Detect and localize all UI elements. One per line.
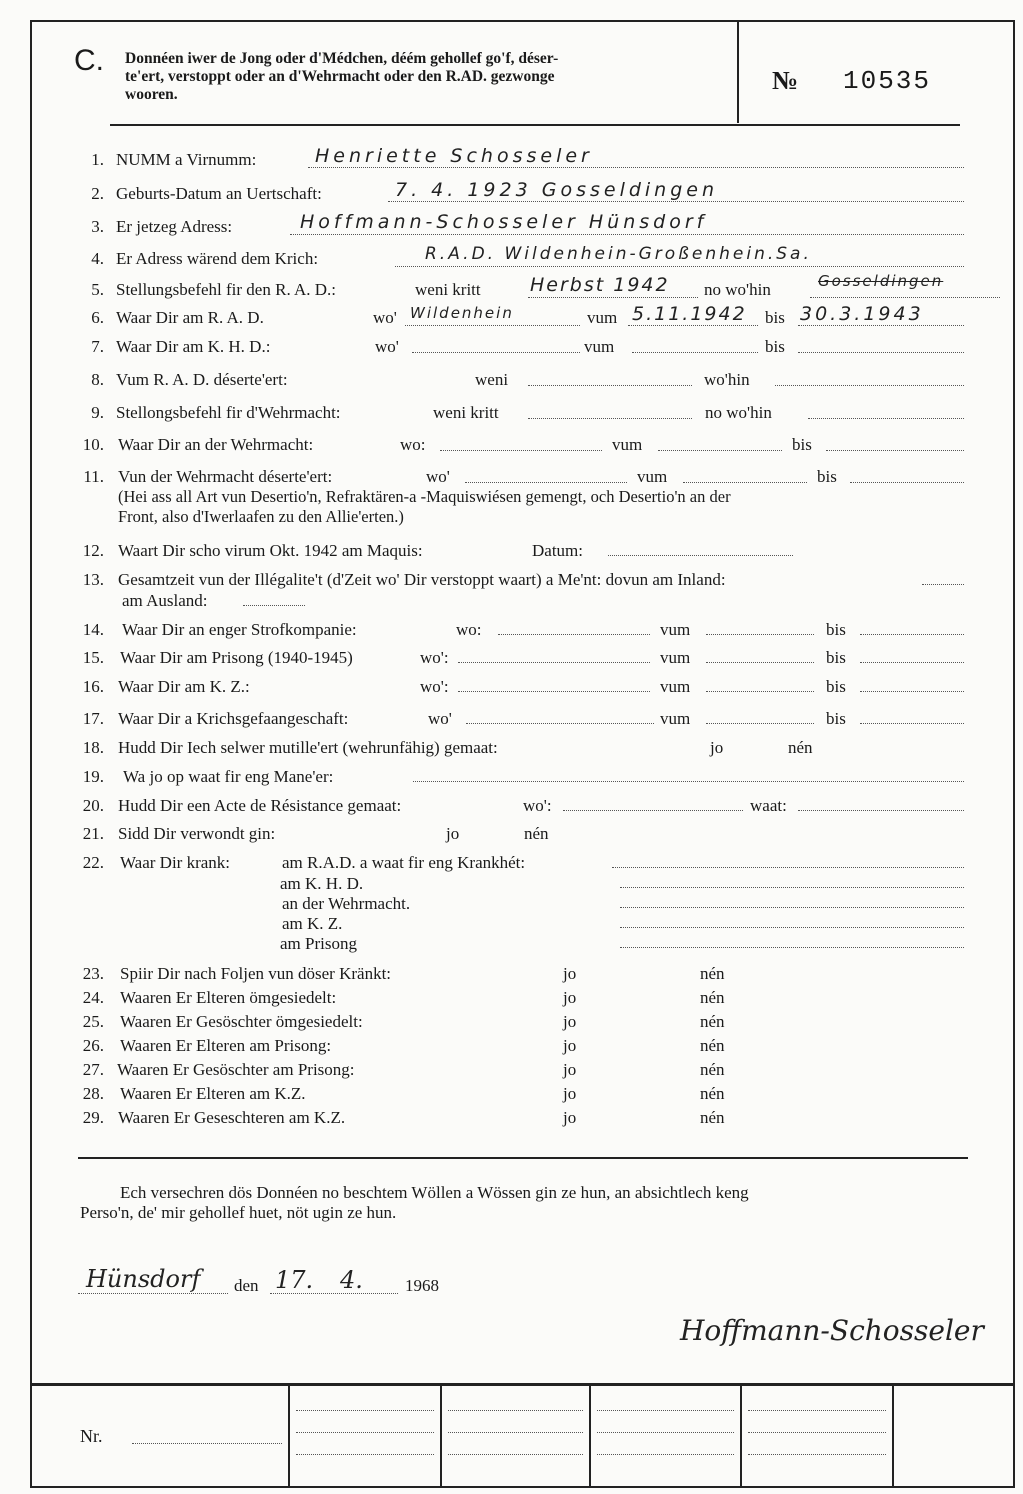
answer-birth: 7. 4. 1923 Gosseldingen	[395, 179, 719, 201]
label-datum: Datum:	[532, 541, 583, 560]
label-vum: vum	[587, 308, 618, 327]
footer-divider	[288, 1385, 290, 1486]
frame-top	[30, 20, 1015, 22]
item-number: 3.	[91, 217, 104, 236]
option-jo: jo	[563, 964, 577, 983]
option-nen: nén	[700, 1012, 725, 1031]
question-maquis: Waart Dir scho virum Okt. 1942 am Maquis:	[118, 541, 423, 560]
answer-line	[458, 691, 650, 692]
frame-left	[30, 20, 32, 1488]
answer-line	[465, 482, 627, 483]
item-number: 25.	[82, 1012, 104, 1031]
question-name: NUMM a Virnumm:	[116, 150, 257, 169]
question-wounded: Sidd Dir verwondt gin:	[118, 824, 276, 843]
answer-name: Henriette Schosseler	[315, 145, 593, 167]
label-weni-kritt: weni kritt	[433, 403, 499, 422]
question-war-address: Er Adress wärend dem Krich:	[116, 249, 319, 268]
option-nen: nén	[788, 738, 813, 757]
ill-wehrmacht: an der Wehrmacht.	[282, 894, 411, 913]
answer-rad-when: Herbst 1942	[530, 274, 670, 296]
question-parents-resettled: Waaren Er Elteren ömgesiedelt:	[120, 988, 337, 1007]
question-note-line2: Front, also d'Iwerlaafen zu den Allie'erten.)	[118, 507, 404, 526]
label-vum: vum	[660, 648, 691, 667]
answer-line	[798, 810, 964, 811]
footer-divider	[589, 1385, 591, 1486]
question-rad: Waar Dir am R. A. D.	[116, 308, 264, 327]
question-wehrmacht: Waar Dir an der Wehrmacht:	[118, 435, 314, 454]
answer-line	[440, 450, 602, 451]
header-rule	[110, 124, 960, 126]
label-bis: bis	[817, 467, 837, 486]
footer-nr-label: Nr.	[80, 1426, 103, 1446]
question-note-line1: (Hei ass all Art vun Desertio'n, Refraktären-a -Maquiswiésen gemengt, och Desertio'n an der	[118, 487, 731, 506]
footer-divider	[892, 1385, 894, 1486]
question-khd: Waar Dir am K. H. D.:	[116, 337, 271, 356]
label-wohin: wo'hin	[704, 370, 750, 389]
answer-line	[466, 723, 654, 724]
option-jo: jo	[563, 1036, 577, 1055]
footer-divider	[440, 1385, 442, 1486]
question-siblings-resettled: Waaren Er Gesöschter ömgesiedelt:	[120, 1012, 363, 1031]
footer-line	[748, 1432, 886, 1433]
question-siblings-prison: Waaren Er Gesöschter am Prisong:	[117, 1060, 355, 1079]
question-parents-prison: Waaren Er Elteren am Prisong:	[120, 1036, 332, 1055]
item-number: 7.	[91, 337, 104, 356]
answer-line	[860, 723, 964, 724]
answer-line	[706, 723, 814, 724]
form-number: 10535	[843, 66, 932, 96]
answer-line	[395, 266, 964, 267]
option-nen: nén	[700, 964, 725, 983]
answer-address: Hoffmann-Schosseler Hünsdorf	[300, 211, 708, 233]
question-resistance: Hudd Dir een Acte de Résistance gemaat:	[118, 796, 402, 815]
answer-line	[620, 887, 964, 888]
question-birth: Geburts-Datum an Uertschaft:	[116, 184, 322, 203]
answer-line	[608, 555, 793, 556]
signature-month: 4.	[340, 1266, 363, 1294]
option-jo: jo	[563, 1060, 577, 1079]
answer-rad-place: Wildenhein	[410, 304, 514, 322]
answer-line	[458, 662, 650, 663]
answer-rad-to: 30.3.1943	[800, 303, 924, 325]
question-address: Er jetzeg Adress:	[116, 217, 233, 236]
answer-line	[290, 234, 964, 235]
question-rad-order: Stellungsbefehl fir den R. A. D.:	[116, 280, 337, 299]
footer-line	[748, 1454, 886, 1455]
footer-line	[448, 1432, 583, 1433]
answer-line	[528, 297, 698, 298]
question-kz: Waar Dir am K. Z.:	[118, 677, 250, 696]
question-penal-company: Waar Dir an enger Strofkompanie:	[122, 620, 357, 639]
answer-line	[860, 691, 964, 692]
question-illegality: Gesamtzeit vun der Illégalite't (d'Zeit wo' Dir verstoppt waart) a Me'nt: dovun am Inland:	[118, 570, 726, 589]
question-wehrmacht-order: Stellongsbefehl fir d'Wehrmacht:	[116, 403, 341, 422]
answer-line	[810, 297, 1000, 298]
footer-line	[448, 1410, 583, 1411]
footer-line	[448, 1454, 583, 1455]
option-nen: nén	[700, 988, 725, 1007]
answer-line	[528, 385, 692, 386]
label-vum: vum	[637, 467, 668, 486]
option-nen: nén	[524, 824, 549, 843]
answer-line	[798, 325, 964, 326]
footer-line	[296, 1432, 434, 1433]
signature-place: Hünsdorf	[86, 1265, 201, 1293]
answer-line	[528, 418, 692, 419]
answer-line	[706, 662, 814, 663]
footer-line	[296, 1454, 434, 1455]
answer-line	[628, 325, 758, 326]
item-number: 8.	[91, 370, 104, 389]
question-wehrmacht-desert: Vun der Wehrmacht déserte'ert:	[118, 467, 333, 486]
declaration-line1: Ech versechren dös Donnéen no beschtem Wöllen a Wössen gin ze hun, an absichtlech keng	[120, 1183, 749, 1202]
option-jo: jo	[563, 1012, 577, 1031]
label-wo: wo:	[456, 620, 482, 639]
section-rule	[78, 1157, 968, 1159]
item-number: 18.	[82, 738, 104, 757]
item-number: 19.	[82, 767, 104, 786]
answer-line	[388, 201, 964, 202]
footer-line	[597, 1454, 734, 1455]
question-consequences: Spiir Dir nach Foljen vun döser Kränkt:	[120, 964, 392, 983]
item-number: 4.	[91, 249, 104, 268]
option-jo: jo	[710, 738, 724, 757]
answer-line	[498, 634, 650, 635]
question-parents-kz: Waaren Er Elteren am K.Z.	[120, 1084, 306, 1103]
ill-prison: am Prisong	[280, 934, 357, 953]
label-weni-kritt: weni kritt	[415, 280, 481, 299]
signature-year: 1968	[405, 1276, 439, 1295]
label-vum: vum	[660, 677, 691, 696]
ill-kz: am K. Z.	[282, 914, 343, 933]
option-jo: jo	[563, 988, 577, 1007]
item-number: 15.	[82, 648, 104, 667]
signature-name: Hoffmann-Schosseler	[680, 1314, 984, 1347]
question-pow: Waar Dir a Krichsgefaangeschaft:	[118, 709, 349, 728]
answer-line	[860, 634, 964, 635]
label-wo: wo'	[426, 467, 450, 486]
answer-line	[775, 385, 964, 386]
option-nen: nén	[700, 1036, 725, 1055]
header-title-line2: te'ert, verstoppt oder an d'Wehrmacht oder den R.AD. gezwonge	[125, 68, 555, 85]
item-number: 23.	[82, 964, 104, 983]
option-jo: jo	[446, 824, 460, 843]
footer-divider	[740, 1385, 742, 1486]
label-wo: wo'	[375, 337, 399, 356]
question-abroad: am Ausland:	[122, 591, 208, 610]
answer-line	[658, 450, 782, 451]
label-wo: wo:	[400, 435, 426, 454]
question-siblings-kz: Waaren Er Geseschteren am K.Z.	[118, 1108, 346, 1127]
label-wo: wo':	[523, 796, 552, 815]
answer-line	[620, 947, 964, 948]
answer-line	[405, 325, 580, 326]
item-number: 5.	[91, 280, 104, 299]
label-bis: bis	[826, 677, 846, 696]
item-number: 10.	[82, 435, 104, 454]
label-no-wohin: no wo'hin	[705, 403, 772, 422]
item-number: 29.	[82, 1108, 104, 1127]
header-title-line1: Donnéen iwer de Jong oder d'Médchen, déém gehollef go'f, déser-	[125, 50, 559, 67]
answer-line	[620, 907, 964, 908]
question-ill: Waar Dir krank:	[120, 853, 231, 872]
item-number: 27.	[82, 1060, 104, 1079]
answer-line	[798, 352, 964, 353]
answer-line	[612, 867, 964, 868]
answer-war-address: R.A.D. Wildenhein-Großenhein.Sa.	[425, 244, 812, 264]
label-vum: vum	[660, 709, 691, 728]
item-number: 9.	[91, 403, 104, 422]
label-wo: wo':	[420, 677, 449, 696]
label-no-wohin: no wo'hin	[704, 280, 771, 299]
answer-rad-where: Gosseldingen	[818, 272, 944, 290]
label-waat: waat:	[750, 796, 787, 815]
label-bis: bis	[765, 308, 785, 327]
answer-line	[808, 418, 964, 419]
label-wo: wo'	[428, 709, 452, 728]
label-vum: vum	[584, 337, 615, 356]
option-jo: jo	[563, 1084, 577, 1103]
answer-line	[413, 781, 964, 782]
footer-rule	[30, 1383, 1015, 1386]
item-number: 14.	[82, 620, 104, 639]
ill-khd: am K. H. D.	[280, 874, 364, 893]
item-number: 17.	[82, 709, 104, 728]
answer-line	[308, 167, 964, 168]
option-nen: nén	[700, 1108, 725, 1127]
signature-day: 17.	[275, 1266, 314, 1294]
footer-line	[597, 1432, 734, 1433]
item-number: 1.	[91, 150, 104, 169]
answer-line	[922, 584, 964, 585]
label-bis: bis	[826, 709, 846, 728]
label-bis: bis	[792, 435, 812, 454]
question-prison: Waar Dir am Prisong (1940-1945)	[120, 648, 353, 667]
label-vum: vum	[660, 620, 691, 639]
option-jo: jo	[563, 1108, 577, 1127]
question-rad-desert: Vum R. A. D. déserte'ert:	[116, 370, 288, 389]
answer-line	[78, 1293, 228, 1294]
answer-line	[683, 482, 807, 483]
item-number: 13.	[82, 570, 104, 589]
answer-line	[826, 450, 964, 451]
frame-bottom	[30, 1486, 1015, 1488]
footer-line	[597, 1410, 734, 1411]
item-number: 6.	[91, 308, 104, 327]
option-nen: nén	[700, 1084, 725, 1103]
answer-rad-from: 5.11.1942	[632, 303, 747, 325]
label-den: den	[234, 1276, 259, 1295]
label-weni: weni	[475, 370, 509, 389]
answer-line	[563, 810, 743, 811]
item-number: 20.	[82, 796, 104, 815]
question-manner: Wa jo op waat fir eng Mane'er:	[123, 767, 334, 786]
header-divider	[737, 20, 739, 123]
answer-line	[620, 927, 964, 928]
item-number: 12.	[82, 541, 104, 560]
answer-line	[632, 352, 758, 353]
answer-line	[706, 691, 814, 692]
item-number: 24.	[82, 988, 104, 1007]
item-number: 11.	[83, 467, 104, 486]
label-bis: bis	[826, 620, 846, 639]
header-title-line3: wooren.	[125, 86, 178, 103]
label-bis: bis	[765, 337, 785, 356]
footer-line	[748, 1410, 886, 1411]
answer-line	[850, 482, 964, 483]
label-bis: bis	[826, 648, 846, 667]
number-symbol: №	[772, 66, 799, 95]
declaration-line2: Perso'n, de' mir gehollef huet, nöt ugin ze hun.	[80, 1203, 397, 1222]
item-number: 26.	[82, 1036, 104, 1055]
item-number: 16.	[82, 677, 104, 696]
label-wo: wo'	[373, 308, 397, 327]
answer-line	[243, 605, 305, 606]
label-wo: wo':	[420, 648, 449, 667]
footer-line	[296, 1410, 434, 1411]
option-nen: nén	[700, 1060, 725, 1079]
frame-right	[1013, 20, 1015, 1488]
question-self-mutilation: Hudd Dir Iech selwer mutille'ert (wehrunfähig) gemaat:	[118, 738, 498, 757]
item-number: 21.	[82, 824, 104, 843]
answer-line	[132, 1443, 282, 1444]
ill-rad: am R.A.D. a waat fir eng Krankhét:	[282, 853, 526, 872]
section-letter: C.	[74, 44, 104, 77]
answer-line	[706, 634, 814, 635]
label-vum: vum	[612, 435, 643, 454]
answer-line	[860, 662, 964, 663]
item-number: 2.	[91, 184, 104, 203]
item-number: 22.	[82, 853, 104, 872]
item-number: 28.	[82, 1084, 104, 1103]
answer-line	[412, 352, 580, 353]
